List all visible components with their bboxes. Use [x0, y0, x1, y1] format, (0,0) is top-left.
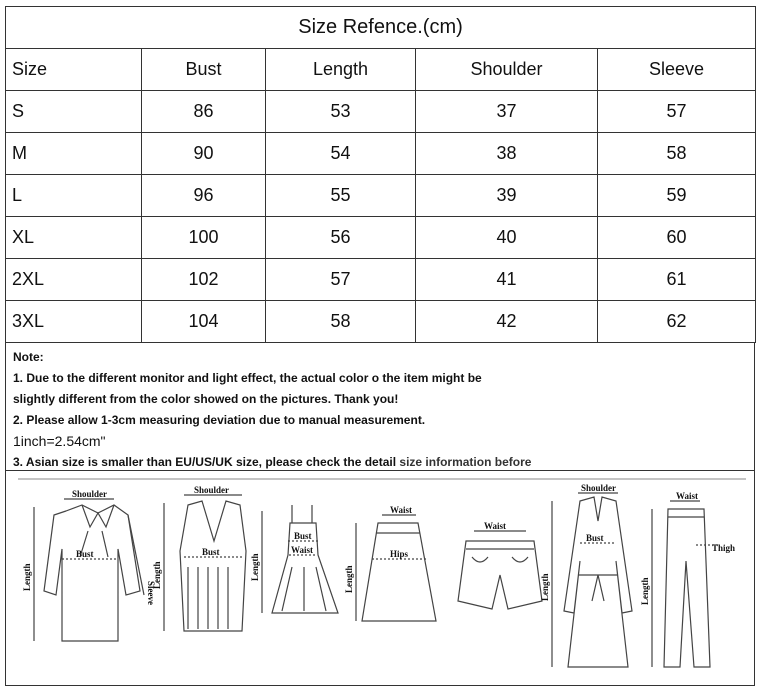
cell-length: 55 — [266, 175, 416, 217]
trousers-diagram-icon — [652, 501, 718, 667]
cell-sleeve: 60 — [598, 217, 756, 259]
label-waist: Waist — [390, 505, 413, 515]
table-row — [6, 301, 756, 343]
label-length: Length — [250, 553, 260, 581]
cell-size: L — [6, 175, 142, 217]
cell-length: 53 — [266, 91, 416, 133]
garment-diagrams — [6, 471, 756, 686]
label-waist: Waist — [291, 545, 314, 555]
table-title: Size Refence.(cm) — [6, 7, 756, 49]
measurement-figures — [5, 471, 755, 686]
cell-size: 3XL — [6, 301, 142, 343]
label-hips: Hips — [390, 549, 409, 559]
label-length: Length — [540, 573, 550, 601]
cell-shoulder: 40 — [416, 217, 598, 259]
note-conversion: 1inch=2.54cm" — [13, 433, 106, 449]
label-waist: Waist — [484, 521, 507, 531]
vest-diagram-icon — [164, 495, 246, 631]
cell-size: S — [6, 91, 142, 133]
header-bust: Bust — [142, 49, 266, 91]
table-row — [6, 133, 756, 175]
coat-diagram-icon — [552, 493, 632, 667]
cell-shoulder: 38 — [416, 133, 598, 175]
cell-shoulder: 37 — [416, 91, 598, 133]
cell-sleeve: 62 — [598, 301, 756, 343]
cell-shoulder: 39 — [416, 175, 598, 217]
cell-size: 2XL — [6, 259, 142, 301]
cell-bust: 86 — [142, 91, 266, 133]
cell-sleeve: 58 — [598, 133, 756, 175]
cell-bust: 102 — [142, 259, 266, 301]
cell-length: 56 — [266, 217, 416, 259]
label-length: Length — [640, 577, 650, 605]
header-sleeve: Sleeve — [598, 49, 756, 91]
label-sleeve: Sleeve — [146, 581, 156, 605]
cell-sleeve: 61 — [598, 259, 756, 301]
cell-sleeve: 59 — [598, 175, 756, 217]
note-line: 1. Due to the different monitor and light effect, the actual color o the item might be — [13, 371, 482, 385]
note-heading: Note: — [13, 350, 44, 364]
label-bust: Bust — [76, 549, 94, 559]
label-shoulder: Shoulder — [72, 489, 108, 499]
skirt-diagram-icon — [356, 515, 436, 621]
label-thigh: Thigh — [712, 543, 736, 553]
label-shoulder: Shoulder — [194, 485, 230, 495]
header-shoulder: Shoulder — [416, 49, 598, 91]
label-bust: Bust — [294, 531, 312, 541]
cell-bust: 96 — [142, 175, 266, 217]
header-length: Length — [266, 49, 416, 91]
cell-size: M — [6, 133, 142, 175]
notes-section — [5, 343, 755, 471]
cell-length: 54 — [266, 133, 416, 175]
cell-shoulder: 41 — [416, 259, 598, 301]
label-length: Length — [22, 563, 32, 591]
strap-dress-diagram-icon — [262, 505, 338, 613]
header-size: Size — [6, 49, 142, 91]
label-length: Length — [344, 565, 354, 593]
table-row — [6, 217, 756, 259]
table-title-row — [6, 7, 756, 49]
cell-size: XL — [6, 217, 142, 259]
label-bust: Bust — [202, 547, 220, 557]
size-table — [5, 6, 756, 343]
label-waist: Waist — [676, 491, 699, 501]
table-row — [6, 259, 756, 301]
table-row — [6, 175, 756, 217]
cell-shoulder: 42 — [416, 301, 598, 343]
table-row — [6, 91, 756, 133]
cell-length: 57 — [266, 259, 416, 301]
table-header-row — [6, 49, 756, 91]
label-bust: Bust — [586, 533, 604, 543]
cell-bust: 90 — [142, 133, 266, 175]
cell-sleeve: 57 — [598, 91, 756, 133]
cell-bust: 104 — [142, 301, 266, 343]
note-line: slightly different from the color showed on the pictures. Thank you! — [13, 392, 399, 406]
label-shoulder: Shoulder — [581, 483, 617, 493]
label-length: Length — [152, 561, 162, 589]
cell-length: 58 — [266, 301, 416, 343]
cell-bust: 100 — [142, 217, 266, 259]
note-line: 3. Asian size is smaller than EU/US/UK size, please check the detail size information before — [13, 455, 532, 469]
note-line: 2. Please allow 1-3cm measuring deviation due to manual measurement. — [13, 413, 426, 427]
blouse-diagram-icon — [34, 499, 144, 641]
shorts-diagram-icon — [458, 531, 542, 609]
